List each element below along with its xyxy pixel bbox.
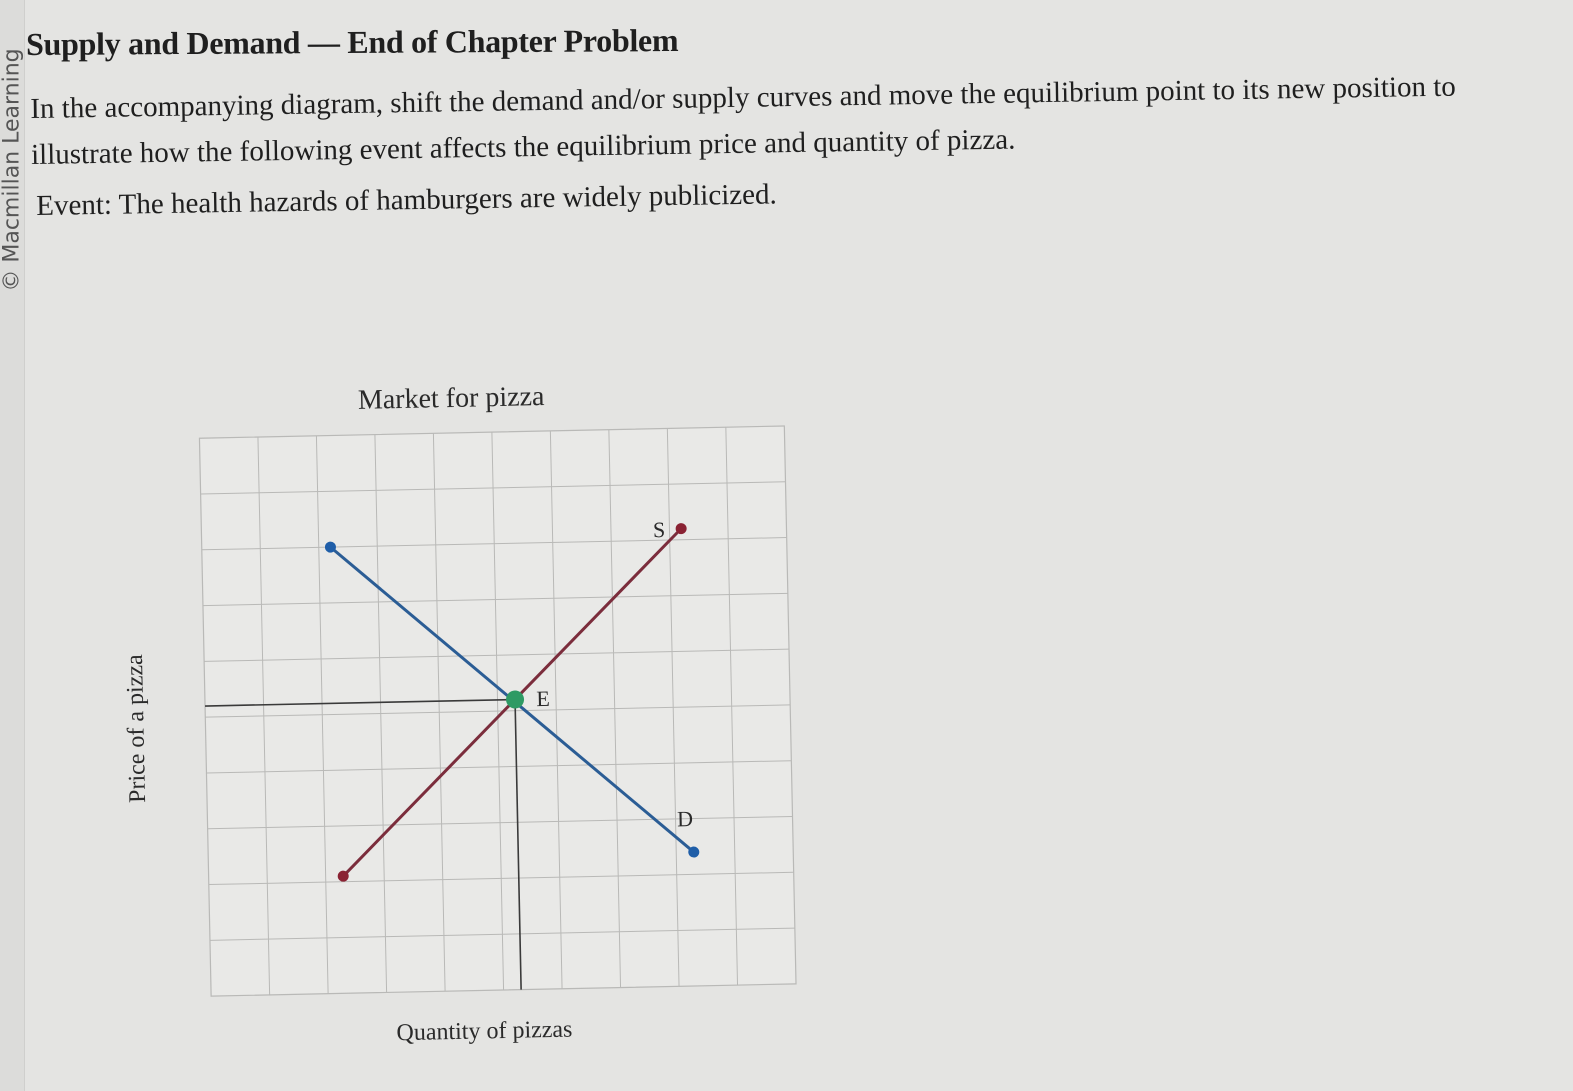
problem-instructions: In the accompanying diagram, shift the demand and/or supply curves and move the equilibrium point to its new position to illustrate how the following event affects the equilibrium price and quantity of pizza. <box>30 70 1456 171</box>
page-title: Supply and Demand — End of Chapter Problem <box>26 22 679 62</box>
x-axis-label: Quantity of pizzas <box>396 1016 573 1047</box>
supply-curve-label: S <box>652 516 666 543</box>
chart-group <box>116 376 797 1052</box>
chart-title: Market for pizza <box>357 381 545 416</box>
copyright-watermark: © Macmillan Learning <box>0 48 25 292</box>
demand-curve-label: D <box>676 806 694 832</box>
y-axis-label: Price of a pizza <box>121 654 152 804</box>
event-statement: Event: The health hazards of hamburgers are widely publicized. <box>36 178 777 222</box>
equilibrium-label: E <box>536 685 551 712</box>
